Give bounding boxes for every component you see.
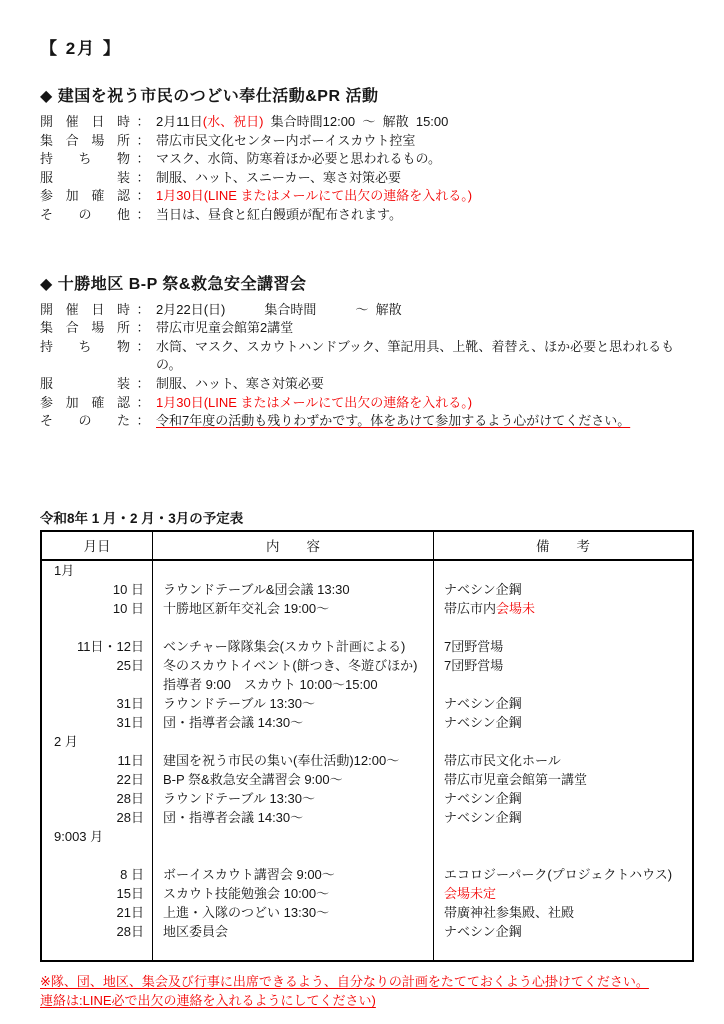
content-cell — [153, 865, 434, 884]
section-title: ◆ 建国を祝う市民のつどい奉仕活動&PR 活動 — [40, 88, 379, 105]
detail-label: 持ち物 — [40, 338, 130, 354]
section-details — [40, 113, 690, 225]
section-bp-festival — [40, 271, 690, 431]
schedule-event-row — [41, 599, 693, 618]
text-segment: 上進・入隊のつどい 13:30～ — [163, 904, 330, 920]
text-segment: マスク、水筒、防寒着ほか必要と思われるもの。 — [156, 151, 441, 167]
content-cell — [153, 808, 434, 827]
date-cell — [41, 827, 153, 846]
text-segment: 帯広市民文化ホール — [444, 752, 561, 768]
text-segment: 制服、ハット、スニーカー、寒さ対策必要 — [156, 169, 402, 185]
date-cell — [41, 694, 153, 713]
detail-label: その他 — [40, 206, 130, 222]
detail-label: 集合場所 — [40, 320, 130, 336]
footer-note-line — [40, 991, 690, 1011]
detail-row — [40, 206, 690, 225]
text-segment: ラウンドテーブル&団会議 13:30 — [163, 581, 350, 597]
date-cell — [41, 656, 153, 675]
note-cell — [434, 580, 694, 599]
label-separator: ： — [136, 320, 150, 336]
content-cell — [153, 827, 434, 846]
text-segment: 団・指導者会議 14:30～ — [163, 714, 304, 730]
detail-row — [40, 319, 690, 338]
highlighted-text: 会場未 — [496, 600, 536, 616]
highlighted-text: 連絡は:LINE必で出欠の連絡を入れるようにしてください) — [40, 993, 376, 1009]
schedule-event-row — [41, 637, 693, 656]
schedule-event-row — [41, 675, 693, 694]
text-segment: 25日 — [116, 657, 144, 673]
date-cell — [41, 922, 153, 941]
footer-note-line — [40, 972, 690, 992]
content-cell — [153, 560, 434, 580]
text-segment: 1月 — [54, 562, 75, 578]
content-cell — [153, 580, 434, 599]
text-segment: 9:003 月 — [54, 828, 104, 844]
text-segment: 2月11日 — [156, 114, 203, 129]
date-cell — [41, 808, 153, 827]
text-segment: ナベシン企鋼 — [444, 923, 522, 939]
detail-label: 服装 — [40, 169, 130, 185]
text-segment: ボーイスカウト講習会 9:00～ — [163, 866, 335, 882]
schedule-event-row — [41, 922, 693, 941]
note-cell — [434, 560, 694, 580]
note-cell — [434, 751, 694, 770]
text-segment: ナベシン企鋼 — [444, 714, 522, 730]
detail-row — [40, 375, 690, 394]
note-cell — [434, 827, 694, 846]
detail-value — [156, 319, 690, 338]
text-segment: ナベシン企鋼 — [444, 581, 522, 597]
content-cell — [153, 751, 434, 770]
content-cell — [153, 656, 434, 675]
detail-row — [40, 301, 690, 320]
detail-value — [156, 187, 690, 206]
text-segment: 水筒、マスク、スカウトハンドブック、筆記用具、上靴、着替え、ほか必要と思われるもの。 — [156, 338, 675, 373]
content-cell — [153, 713, 434, 732]
footer-notes — [40, 972, 690, 1011]
text-segment: 31日 — [116, 695, 144, 711]
note-cell — [434, 808, 694, 827]
note-cell — [434, 846, 694, 865]
note-cell — [434, 675, 694, 694]
text-segment: スカウト技能勉強会 10:00～ — [163, 885, 330, 901]
detail-row — [40, 169, 690, 188]
note-cell — [434, 618, 694, 637]
schedule-event-row — [41, 751, 693, 770]
text-segment: 28日 — [116, 790, 144, 806]
content-cell — [153, 770, 434, 789]
schedule-blank-row — [41, 941, 693, 961]
schedule-blank-row — [41, 846, 693, 865]
schedule-event-row — [41, 580, 693, 599]
detail-row — [40, 132, 690, 151]
detail-label: そのた — [40, 413, 130, 429]
label-separator: ： — [136, 413, 150, 429]
text-segment: 帯広市内 — [444, 600, 497, 616]
schedule-event-row — [41, 656, 693, 675]
section-details — [40, 301, 690, 431]
text-segment: 指導者 9:00 スカウト 10:00～15:00 — [163, 676, 378, 692]
text-segment: 帯広市民文化センター内ボーイスカウト控室 — [156, 132, 416, 148]
schedule-block — [40, 507, 690, 962]
note-cell — [434, 789, 694, 808]
note-cell — [434, 637, 694, 656]
note-cell — [434, 599, 694, 618]
detail-label: 集合場所 — [40, 132, 130, 148]
note-cell — [434, 770, 694, 789]
label-separator: ： — [136, 151, 150, 167]
detail-label: 服装 — [40, 375, 130, 391]
text-segment: ナベシン企鋼 — [444, 809, 522, 825]
detail-value — [156, 169, 690, 188]
schedule-table — [40, 530, 694, 962]
col-header-date: 月日 — [41, 531, 153, 560]
date-cell — [41, 884, 153, 903]
schedule-title: 令和8年 1 月・2 月・3月の予定表 — [40, 510, 244, 526]
text-segment: 10 日 — [112, 581, 144, 597]
text-segment: 団・指導者会議 14:30～ — [163, 809, 304, 825]
col-header-note: 備 考 — [434, 531, 694, 560]
detail-value — [156, 132, 690, 151]
date-cell — [41, 618, 153, 637]
date-cell — [41, 713, 153, 732]
highlighted-text: (水、祝日) — [202, 114, 264, 129]
detail-row — [40, 412, 690, 431]
detail-value — [156, 338, 690, 375]
date-cell — [41, 580, 153, 599]
section-kenkoku-event — [40, 83, 690, 225]
month-header: 【 2月 】 — [40, 39, 122, 58]
note-cell — [434, 694, 694, 713]
text-segment: 28日 — [116, 923, 144, 939]
schedule-event-row — [41, 865, 693, 884]
schedule-event-row — [41, 770, 693, 789]
date-cell — [41, 865, 153, 884]
label-separator: ： — [136, 394, 150, 410]
content-cell — [153, 637, 434, 656]
detail-label: 参加確認 — [40, 188, 130, 204]
content-cell — [153, 922, 434, 941]
text-segment: 帯広市児童会館第一講堂 — [444, 771, 588, 787]
detail-row — [40, 338, 690, 375]
label-separator: ： — [136, 169, 150, 185]
text-segment: 地区委員会 — [163, 923, 229, 939]
date-cell — [41, 789, 153, 808]
text-segment: ベンチャー隊隊集会(スカウト計画による) — [163, 638, 406, 654]
label-separator: ： — [136, 338, 150, 354]
content-cell — [153, 941, 434, 961]
content-cell — [153, 884, 434, 903]
content-cell — [153, 903, 434, 922]
text-segment: エコロジーパーク(プロジェクトハウス) — [444, 866, 673, 882]
text-segment: 2 月 — [54, 733, 78, 749]
date-cell — [41, 675, 153, 694]
text-segment: 8 日 — [120, 866, 144, 882]
text-segment: ナベシン企鋼 — [444, 790, 522, 806]
note-cell — [434, 941, 694, 961]
note-cell — [434, 922, 694, 941]
schedule-event-row — [41, 884, 693, 903]
detail-value — [156, 375, 690, 394]
label-separator: ： — [136, 132, 150, 148]
text-segment: 11日 — [117, 752, 144, 768]
text-segment: 帯廣神社参集殿、社殿 — [444, 904, 575, 920]
text-segment: ナベシン企鋼 — [444, 695, 522, 711]
content-cell — [153, 789, 434, 808]
text-segment: 15日 — [116, 885, 144, 901]
detail-value — [156, 394, 690, 413]
detail-value — [156, 113, 690, 132]
text-segment: 31日 — [116, 714, 144, 730]
text-segment: 21日 — [116, 904, 144, 920]
detail-label: 持ち物 — [40, 151, 130, 167]
note-cell — [434, 713, 694, 732]
text-segment: ラウンドテーブル 13:30～ — [163, 790, 315, 806]
date-cell — [41, 770, 153, 789]
schedule-month-row — [41, 560, 693, 580]
schedule-event-row — [41, 694, 693, 713]
note-cell — [434, 656, 694, 675]
detail-row — [40, 113, 690, 132]
date-cell — [41, 751, 153, 770]
detail-value — [156, 150, 690, 169]
text-segment: B-P 祭&救急安全講習会 9:00～ — [163, 771, 343, 787]
note-cell — [434, 865, 694, 884]
text-segment: 制服、ハット、寒さ対策必要 — [156, 375, 324, 391]
label-separator: ： — [136, 114, 150, 129]
detail-value — [156, 301, 690, 320]
content-cell — [153, 694, 434, 713]
label-separator: ： — [136, 206, 150, 222]
highlighted-text: ※隊、団、地区、集会及び行事に出席できるよう、自分なりの計画をたてておくよう心掛けてください。 — [40, 973, 649, 989]
detail-label: 参加確認 — [40, 394, 130, 410]
detail-label: 開催日時 — [40, 114, 130, 129]
content-cell — [153, 618, 434, 637]
schedule-month-row — [41, 827, 693, 846]
schedule-month-row — [41, 732, 693, 751]
text-segment: 7団野営場 — [444, 638, 504, 654]
detail-label: 開催日時 — [40, 301, 130, 317]
date-cell — [41, 846, 153, 865]
label-separator: ： — [136, 188, 150, 204]
detail-row — [40, 187, 690, 206]
text-segment: 7団野営場 — [444, 657, 504, 673]
detail-value — [156, 206, 690, 225]
schedule-body — [41, 560, 693, 961]
date-cell — [41, 903, 153, 922]
text-segment: 令和7年度の活動も残りわずかです。体をあけて参加するよう心がけてください。 — [156, 413, 631, 429]
content-cell — [153, 599, 434, 618]
text-segment: 冬のスカウトイベント(餅つき、冬遊びほか) — [163, 657, 418, 673]
text-segment: 11日・12日 — [77, 638, 144, 654]
schedule-event-row — [41, 903, 693, 922]
highlighted-text: 会場未定 — [444, 885, 497, 901]
text-segment: 当日は、昼食と紅白饅頭が配布されます。 — [156, 206, 402, 222]
text-segment: 22日 — [116, 771, 144, 787]
text-segment: 帯広市児童会館第2講堂 — [156, 320, 294, 336]
date-cell — [41, 637, 153, 656]
date-cell — [41, 599, 153, 618]
note-cell — [434, 884, 694, 903]
schedule-header-row — [41, 531, 693, 560]
highlighted-text: 1月30日(LINE またはメールにて出欠の連絡を入れる。) — [156, 188, 473, 204]
date-cell — [41, 560, 153, 580]
date-cell — [41, 941, 153, 961]
content-cell — [153, 675, 434, 694]
schedule-event-row — [41, 713, 693, 732]
section-title: ◆ 十勝地区 B-P 祭&救急安全講習会 — [40, 275, 307, 293]
highlighted-text: 1月30日(LINE またはメールにて出欠の連絡を入れる。) — [156, 394, 473, 410]
detail-row — [40, 150, 690, 169]
schedule-event-row — [41, 789, 693, 808]
detail-value — [156, 412, 690, 431]
content-cell — [153, 732, 434, 751]
note-cell — [434, 903, 694, 922]
label-separator: ： — [136, 301, 150, 317]
date-cell — [41, 732, 153, 751]
text-segment: 建国を祝う市民の集い(奉仕活動)12:00～ — [163, 752, 400, 768]
text-segment: 10 日 — [112, 600, 144, 616]
content-cell — [153, 846, 434, 865]
text-segment: 2月22日(日) 集合時間 ～ 解散 — [156, 301, 402, 317]
label-separator: ： — [136, 375, 150, 391]
text-segment: 28日 — [116, 809, 144, 825]
text-segment: 十勝地区新年交礼会 19:00～ — [163, 600, 330, 616]
schedule-blank-row — [41, 618, 693, 637]
col-header-content: 内 容 — [153, 531, 434, 560]
text-segment: 集合時間12:00 ～ 解散 15:00 — [263, 114, 449, 129]
schedule-event-row — [41, 808, 693, 827]
note-cell — [434, 732, 694, 751]
detail-row — [40, 394, 690, 413]
text-segment: ラウンドテーブル 13:30～ — [163, 695, 315, 711]
